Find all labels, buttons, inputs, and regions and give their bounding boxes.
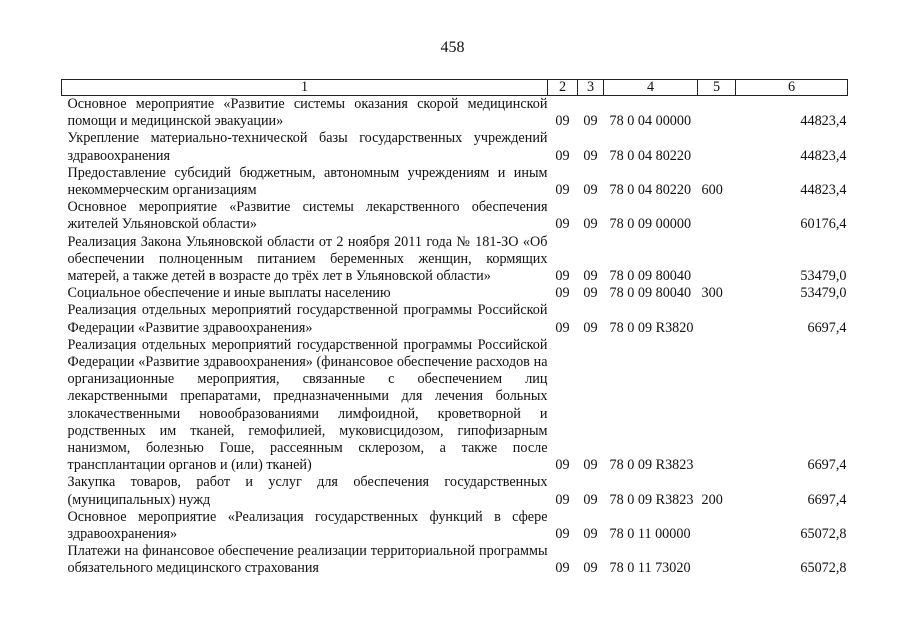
column-header-section: 2 (548, 80, 578, 96)
row-expense-type (698, 234, 736, 286)
row-section: 09 (555, 216, 570, 233)
header-row (62, 80, 848, 96)
row-amount: 6697,4 (807, 319, 847, 336)
row-expense-type (698, 302, 736, 336)
row-description: Платежи на финансовое обеспечение реализации территориальной программы обязательного медицинского страхования (67, 543, 548, 577)
row-target-code: 78 0 09 R3823 (609, 491, 694, 508)
row-section: 09 (555, 113, 570, 130)
column-header-target-code: 4 (604, 80, 698, 96)
row-target-code: 78 0 09 R3820 (609, 319, 694, 336)
table-row (62, 337, 848, 475)
table-row (62, 234, 848, 286)
row-amount: 53479,0 (800, 285, 847, 302)
row-subsection: 09 (583, 319, 598, 336)
table-row (62, 285, 848, 302)
row-subsection: 09 (583, 147, 598, 164)
table-row (62, 543, 848, 577)
row-amount: 6697,4 (807, 457, 847, 474)
table-body (62, 96, 848, 578)
table-header (62, 80, 848, 96)
row-description: Закупка товаров, работ и услуг для обеспечения государственных (муниципальных) нужд (67, 474, 548, 508)
row-target-code: 78 0 04 80220 (609, 182, 692, 199)
row-expense-type (698, 509, 736, 543)
row-section: 09 (555, 268, 570, 285)
row-expense-type (698, 543, 736, 577)
row-subsection: 09 (583, 216, 598, 233)
row-subsection: 09 (583, 526, 598, 543)
page-number: 458 (440, 39, 465, 56)
column-header-amount: 6 (736, 80, 848, 96)
row-description: Предоставление субсидий бюджетным, автономным учреждениям и иным некоммерческим организациям (67, 164, 548, 199)
column-header-subsection: 3 (578, 80, 604, 96)
row-subsection: 09 (583, 491, 598, 508)
row-description: Основное мероприятие «Развитие системы лекарственного обеспечения жителей Ульяновской области» (67, 199, 548, 233)
row-section: 09 (555, 526, 570, 543)
row-expense-type: 200 (701, 491, 723, 508)
row-description: Укрепление материально-технической базы государственных учреждений здравоохранения (67, 130, 548, 164)
row-subsection: 09 (583, 560, 598, 577)
row-amount: 60176,4 (800, 216, 847, 233)
row-section: 09 (555, 491, 570, 508)
row-expense-type (698, 130, 736, 164)
row-expense-type (698, 199, 736, 233)
row-amount: 44823,4 (800, 182, 847, 199)
row-description: Реализация отдельных мероприятий государственной программы Российской Федерации «Развитие здравоохранения» (67, 302, 548, 336)
row-section: 09 (555, 182, 570, 199)
row-section: 09 (555, 285, 570, 302)
row-target-code: 78 0 09 80040 (609, 268, 692, 285)
row-target-code: 78 0 09 00000 (609, 216, 692, 233)
row-subsection: 09 (583, 457, 598, 474)
row-section: 09 (555, 457, 570, 474)
row-description: Основное мероприятие «Развитие системы оказания скорой медицинской помощи и медицинской эвакуации» (67, 96, 548, 130)
row-amount: 53479,0 (800, 268, 847, 285)
column-header-description: 1 (62, 80, 548, 96)
row-amount: 65072,8 (800, 560, 847, 577)
budget-table (61, 79, 848, 578)
row-expense-type: 600 (701, 182, 723, 199)
row-description: Социальное обеспечение и иные выплаты населению (67, 285, 391, 302)
table-row (62, 474, 848, 508)
row-section: 09 (555, 319, 570, 336)
row-target-code: 78 0 11 00000 (609, 526, 691, 543)
table-row (62, 509, 848, 543)
row-amount: 65072,8 (800, 526, 847, 543)
row-expense-type (698, 96, 736, 131)
row-subsection: 09 (583, 285, 598, 302)
row-amount: 6697,4 (807, 491, 847, 508)
row-description: Основное мероприятие «Реализация государственных функций в сфере здравоохранения» (67, 508, 548, 543)
row-description: Реализация отдельных мероприятий государственной программы Российской Федерации «Развитие здравоохранения» (финансовое обеспечение расходов на организационные мероприятия, связанные с обеспечением лиц лекарственными препаратами, предназначенными для лечения больных злокачественными новообразованиями лимфоидной, кроветворной и родственных им тканей, гемофилией, муковисцидозом, гипофизарным нанизмом, болезнью Гоше, рассеянным склерозом, а также после трансплантации органов и (или) тканей) (67, 336, 548, 474)
row-expense-type: 300 (701, 285, 723, 302)
row-target-code: 78 0 11 73020 (609, 560, 691, 577)
row-subsection: 09 (583, 182, 598, 199)
row-target-code: 78 0 09 R3823 (609, 457, 694, 474)
row-amount: 44823,4 (800, 113, 847, 130)
row-target-code: 78 0 04 00000 (609, 113, 692, 130)
table-row (62, 130, 848, 164)
row-expense-type (698, 337, 736, 475)
row-amount: 44823,4 (800, 147, 847, 164)
row-section: 09 (555, 147, 570, 164)
table-row (62, 96, 848, 131)
row-subsection: 09 (583, 268, 598, 285)
row-subsection: 09 (583, 113, 598, 130)
table-row (62, 302, 848, 336)
row-section: 09 (555, 560, 570, 577)
table-row (62, 165, 848, 199)
row-target-code: 78 0 04 80220 (609, 147, 692, 164)
column-header-expense-type: 5 (698, 80, 736, 96)
row-description: Реализация Закона Ульяновской области от 2 ноября 2011 года № 181-ЗО «Об обеспечении полноценным питанием беременных женщин, кормящих матерей, а также детей в возрасте до трёх лет в Ульяновской области» (67, 233, 548, 285)
table-row (62, 199, 848, 233)
row-target-code: 78 0 09 80040 (609, 285, 692, 302)
